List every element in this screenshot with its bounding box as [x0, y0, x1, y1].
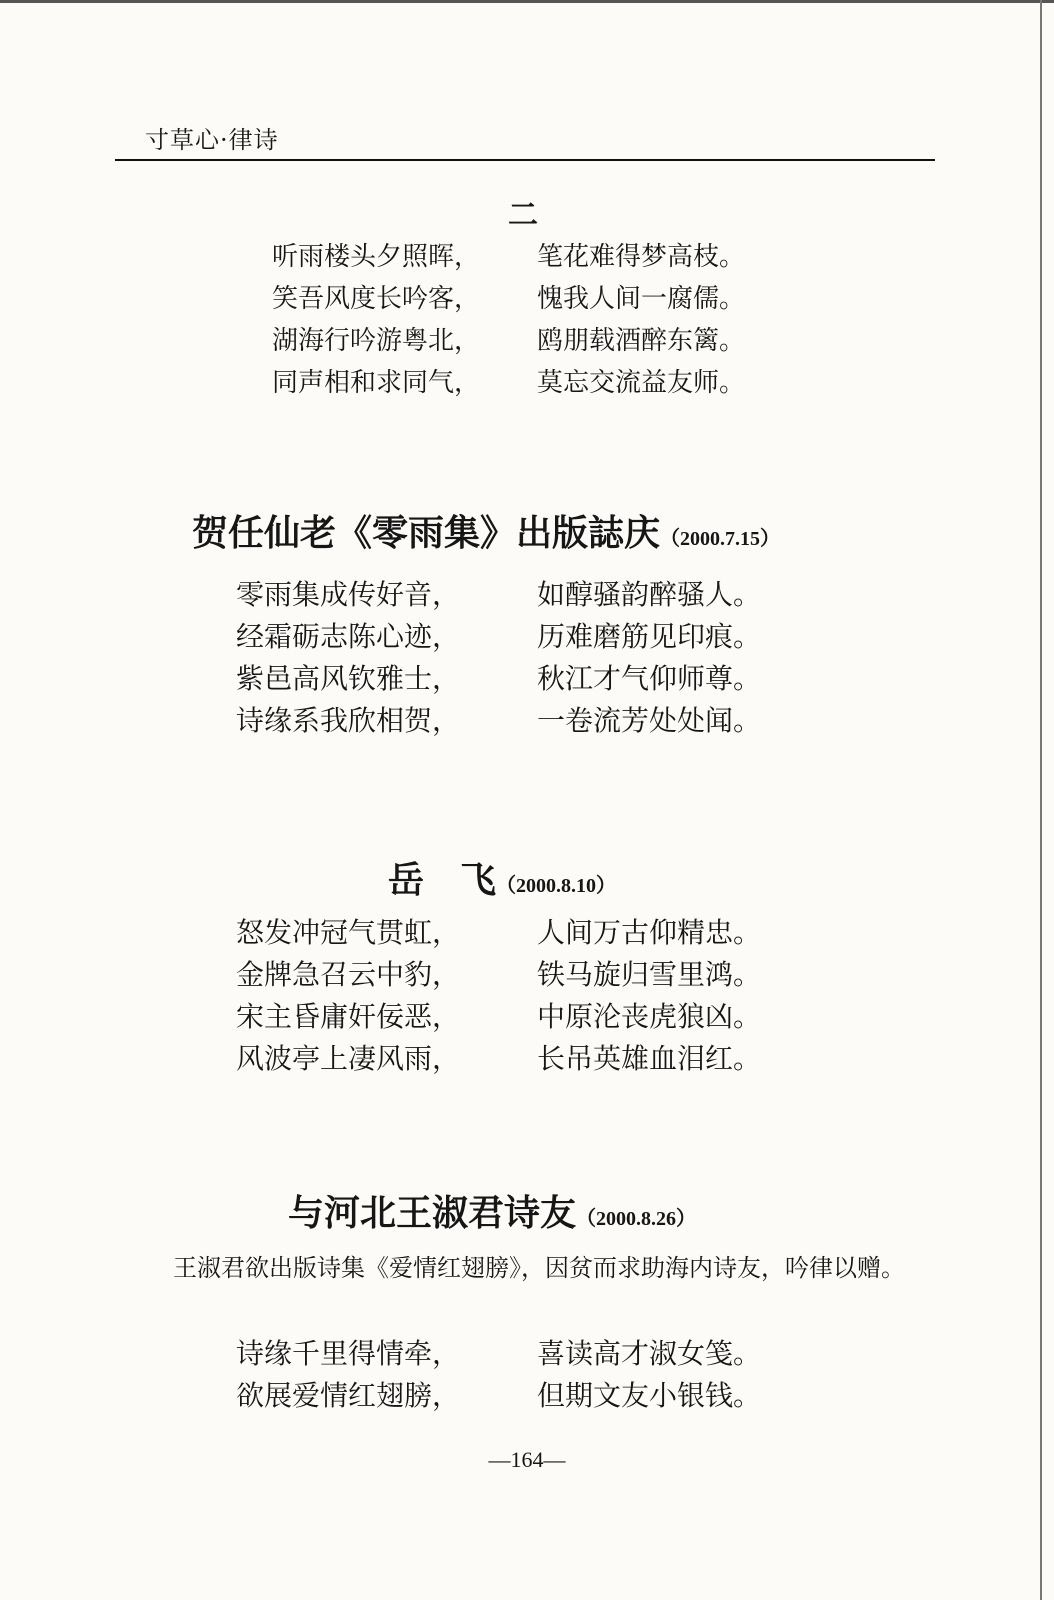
- poem-preface: 王淑君欲出版诗集《爱情红翅膀》，因贫而求助海内诗友，吟律以赠。: [173, 1254, 905, 1282]
- verse-line-left: 诗缘系我欣相贺，: [236, 704, 461, 737]
- verse-line-right: 历难磨筋见印痕。: [537, 620, 762, 653]
- verse-line-left: 欲展爱情红翅膀，: [236, 1379, 461, 1412]
- running-header: 寸草心·律诗: [145, 126, 279, 154]
- verse-line-right: 愧我人间一腐儒。: [537, 284, 746, 314]
- poem-date: （2000.8.26）: [576, 1208, 697, 1230]
- verse-line-left: 怒发冲冠气贯虹，: [236, 916, 461, 949]
- verse-line-right: 莫忘交流益友师。: [537, 368, 746, 398]
- poem-heading: [288, 1185, 696, 1236]
- scan-edge-top: [0, 0, 1054, 3]
- verse-line-right: 人间万古仰精忠。: [537, 916, 762, 949]
- section-number: 二: [508, 198, 538, 233]
- poem-title: 贺任仙老《零雨集》出版誌庆: [192, 513, 661, 554]
- verse-line-left: 湖海行吟游粤北，: [272, 326, 481, 356]
- header-rule: [115, 159, 935, 161]
- verse-line-left: 笑吾风度长吟客，: [272, 284, 481, 314]
- scan-edge-right: [1040, 0, 1042, 1600]
- verse-line-left: 听雨楼头夕照晖，: [272, 242, 481, 272]
- verse-line-right: 如醇骚韵醉骚人。: [537, 578, 762, 611]
- poem-date: （2000.8.10）: [496, 875, 617, 897]
- verse-line-left: 金牌急召云中豹，: [236, 958, 461, 991]
- verse-line-left: 宋主昏庸奸佞恶，: [236, 1000, 461, 1033]
- poem-title: 与河北王淑君诗友: [288, 1193, 577, 1234]
- verse-line-left: 经霜砺志陈心迹，: [236, 620, 461, 653]
- poem-title: 岳 飞: [388, 860, 497, 901]
- verse-line-right: 中原沦丧虎狼凶。: [537, 1000, 762, 1033]
- poem-heading: [192, 505, 780, 556]
- verse-line-left: 诗缘千里得情牵，: [236, 1337, 461, 1370]
- verse-line-right: 喜读高才淑女笺。: [537, 1337, 762, 1370]
- verse-line-right: 秋江才气仰师尊。: [537, 662, 762, 695]
- verse-line-left: 同声相和求同气，: [272, 368, 481, 398]
- verse-line-left: 紫邑高风钦雅士，: [236, 662, 461, 695]
- verse-line-left: 零雨集成传好音，: [236, 578, 461, 611]
- verse-line-right: 长吊英雄血泪红。: [537, 1042, 762, 1075]
- verse-line-right: 但期文友小银钱。: [537, 1379, 762, 1412]
- verse-line-right: 铁马旋归雪里鸿。: [537, 958, 762, 991]
- verse-line-right: 一卷流芳处处闻。: [537, 704, 762, 737]
- verse-line-right: 鸥朋载酒醉东篱。: [537, 326, 746, 356]
- page-number: —164—: [488, 1447, 566, 1472]
- verse-line-right: 笔花难得梦高枝。: [537, 242, 746, 272]
- poem-date: （2000.7.15）: [660, 528, 781, 550]
- poem-heading: [388, 852, 616, 903]
- verse-line-left: 风波亭上凄风雨，: [236, 1042, 461, 1075]
